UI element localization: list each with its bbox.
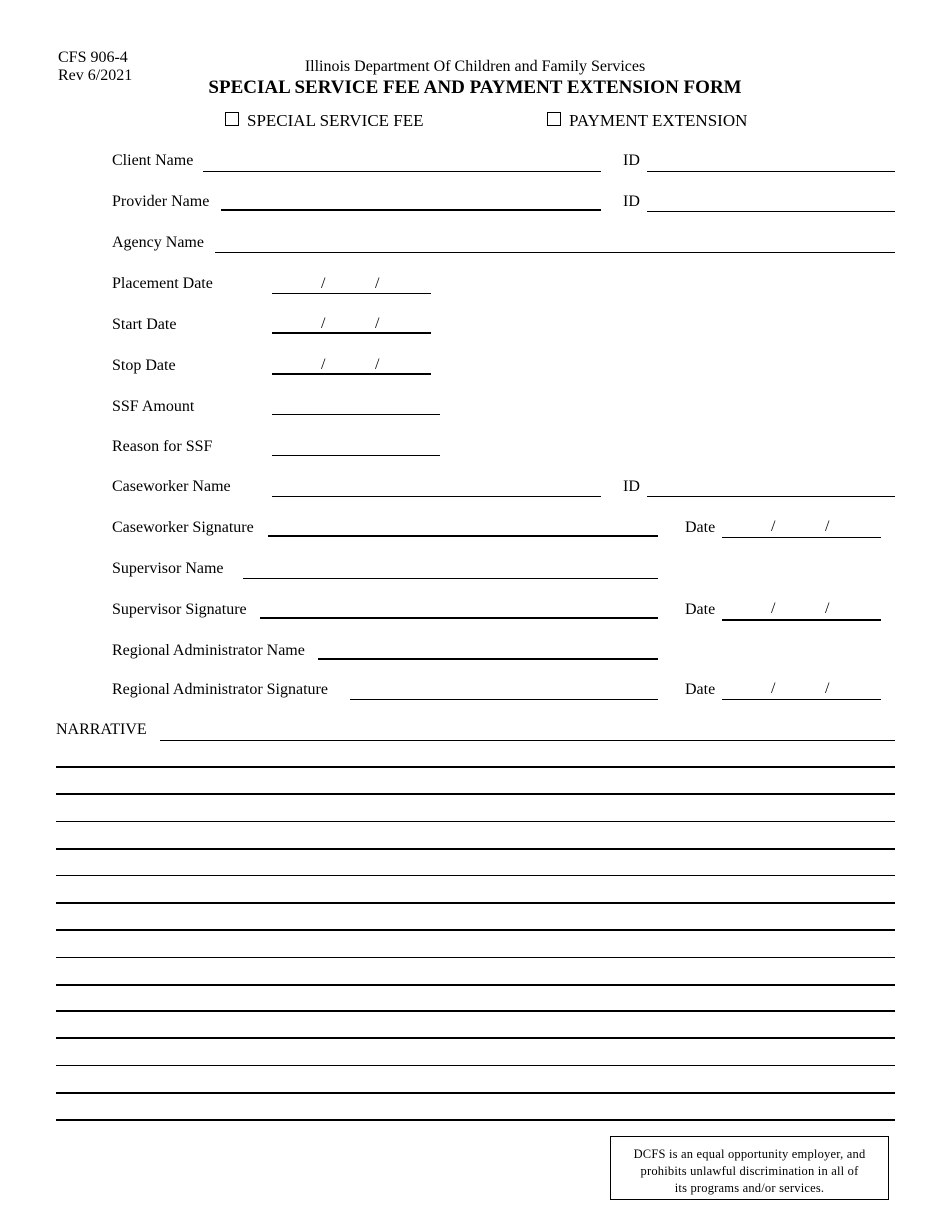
reason-for-ssf-field[interactable] — [272, 455, 440, 456]
regional-administrator-signature-label: Regional Administrator Signature — [112, 681, 328, 698]
caseworker-name-label: Caseworker Name — [112, 478, 231, 495]
reason-for-ssf-label: Reason for SSF — [112, 438, 213, 455]
narrative-line[interactable] — [56, 1037, 895, 1039]
agency-name-label: Agency Name — [112, 234, 204, 251]
narrative-line[interactable] — [56, 1119, 895, 1121]
caseworker-signature-field[interactable] — [268, 535, 658, 537]
revision-date: Rev 6/2021 — [58, 67, 133, 84]
provider-id-label: ID — [623, 193, 640, 210]
caseworker-signature-date-label: Date — [685, 519, 716, 536]
placement-date-label: Placement Date — [112, 275, 213, 292]
supervisor-signature-date-label: Date — [685, 601, 716, 618]
notice-line: DCFS is an equal opportunity employer, and — [633, 1147, 866, 1161]
date-separator: / — [375, 275, 380, 292]
narrative-first-line[interactable] — [160, 740, 895, 741]
narrative-line[interactable] — [56, 1092, 895, 1094]
notice-line: prohibits unlawful discrimination in all of — [640, 1164, 859, 1178]
supervisor-signature-label: Supervisor Signature — [112, 601, 247, 618]
regional-administrator-name-label: Regional Administrator Name — [112, 642, 305, 659]
caseworker-signature-date-field[interactable] — [722, 537, 881, 538]
narrative-line[interactable] — [56, 984, 895, 986]
date-separator: / — [375, 356, 380, 373]
ssf-amount-field[interactable] — [272, 414, 440, 415]
start-date-label: Start Date — [112, 316, 177, 333]
date-separator: / — [321, 275, 326, 292]
narrative-line[interactable] — [56, 1010, 895, 1012]
date-separator: / — [375, 315, 380, 332]
agency-name-field[interactable] — [215, 252, 895, 253]
regional-administrator-name-field[interactable] — [318, 658, 658, 660]
narrative-line[interactable] — [56, 1065, 895, 1066]
caseworker-id-label: ID — [623, 478, 640, 495]
caseworker-signature-label: Caseworker Signature — [112, 519, 254, 536]
stop-date-field[interactable] — [272, 373, 431, 375]
date-separator: / — [825, 680, 830, 697]
ssf-amount-label: SSF Amount — [112, 398, 195, 415]
equal-opportunity-notice — [610, 1136, 889, 1200]
date-separator: / — [321, 315, 326, 332]
narrative-line[interactable] — [56, 848, 895, 850]
special-service-fee-label: SPECIAL SERVICE FEE — [247, 111, 424, 130]
regional-administrator-signature-date-field[interactable] — [722, 699, 881, 700]
client-name-field[interactable] — [203, 171, 601, 172]
client-name-label: Client Name — [112, 152, 194, 169]
narrative-line[interactable] — [56, 957, 895, 958]
regional-administrator-signature-date-label: Date — [685, 681, 716, 698]
narrative-line[interactable] — [56, 902, 895, 904]
form-number: CFS 906-4 — [58, 49, 128, 66]
narrative-line[interactable] — [56, 875, 895, 876]
notice-line: its programs and/or services. — [674, 1181, 825, 1195]
placement-date-field[interactable] — [272, 293, 431, 294]
narrative-line[interactable] — [56, 929, 895, 931]
special-service-fee-checkbox[interactable] — [225, 112, 239, 126]
payment-extension-checkbox[interactable] — [547, 112, 561, 126]
provider-id-field[interactable] — [647, 211, 895, 212]
date-separator: / — [771, 680, 776, 697]
supervisor-signature-field[interactable] — [260, 617, 658, 619]
supervisor-name-label: Supervisor Name — [112, 560, 224, 577]
provider-name-label: Provider Name — [112, 193, 210, 210]
agency-name-heading: Illinois Department Of Children and Family Services — [304, 58, 646, 75]
date-separator: / — [771, 518, 776, 535]
caseworker-name-field[interactable] — [272, 496, 601, 497]
caseworker-id-field[interactable] — [647, 496, 895, 497]
provider-name-field[interactable] — [221, 209, 601, 211]
start-date-field[interactable] — [272, 332, 431, 334]
stop-date-label: Stop Date — [112, 357, 176, 374]
page-title: SPECIAL SERVICE FEE AND PAYMENT EXTENSION FORM — [208, 77, 742, 98]
narrative-label: NARRATIVE — [56, 721, 147, 738]
date-separator: / — [825, 518, 830, 535]
date-separator: / — [321, 356, 326, 373]
narrative-line[interactable] — [56, 766, 895, 768]
narrative-line[interactable] — [56, 793, 895, 795]
client-id-field[interactable] — [647, 171, 895, 172]
supervisor-signature-date-field[interactable] — [722, 619, 881, 621]
client-id-label: ID — [623, 152, 640, 169]
supervisor-name-field[interactable] — [243, 578, 658, 579]
regional-administrator-signature-field[interactable] — [350, 699, 658, 700]
payment-extension-label: PAYMENT EXTENSION — [569, 111, 748, 130]
date-separator: / — [825, 600, 830, 617]
date-separator: / — [771, 600, 776, 617]
narrative-line[interactable] — [56, 821, 895, 822]
